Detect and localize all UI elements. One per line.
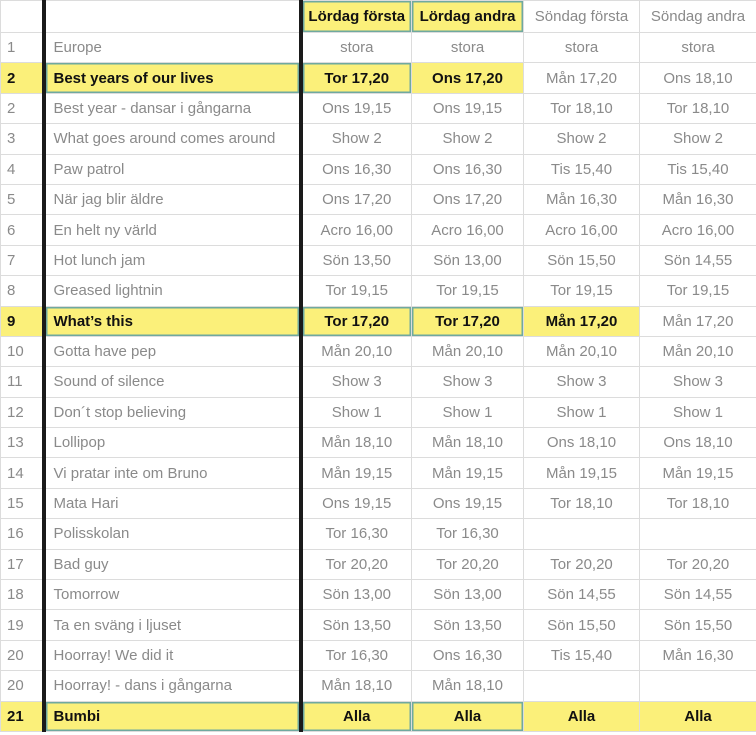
row-number-cell[interactable]: 1 xyxy=(1,33,44,63)
schedule-cell[interactable]: Tor 17,20 xyxy=(412,306,524,336)
schedule-cell[interactable]: Ons 17,20 xyxy=(412,63,524,93)
schedule-cell[interactable]: Tor 16,30 xyxy=(412,519,524,549)
schedule-cell[interactable]: stora xyxy=(412,33,524,63)
table-row xyxy=(1,184,756,214)
header-sondag-forsta[interactable]: Söndag första xyxy=(524,1,640,33)
row-number-cell[interactable]: 2 xyxy=(1,63,44,93)
header-lordag-forsta[interactable]: Lördag första xyxy=(301,1,412,33)
song-title-cell[interactable]: What’s this xyxy=(44,306,301,336)
table-row xyxy=(1,336,756,366)
song-title-cell[interactable]: Hoorray! We did it xyxy=(44,640,301,670)
table-row xyxy=(1,428,756,458)
schedule-cell[interactable]: Tor 19,15 xyxy=(412,276,524,306)
schedule-cell[interactable]: Acro 16,00 xyxy=(301,215,412,245)
row-number-cell[interactable]: 4 xyxy=(1,154,44,184)
schedule-cell[interactable]: Show 2 xyxy=(640,124,756,154)
song-title-cell[interactable]: När jag blir äldre xyxy=(44,184,301,214)
schedule-cell[interactable]: Mån 19,15 xyxy=(524,458,640,488)
schedule-cell[interactable] xyxy=(640,671,756,701)
schedule-cell[interactable]: Tor 16,30 xyxy=(301,640,412,670)
schedule-cell[interactable]: Tor 19,15 xyxy=(640,276,756,306)
song-title-cell[interactable]: Paw patrol xyxy=(44,154,301,184)
schedule-cell[interactable]: Show 3 xyxy=(524,367,640,397)
song-title-cell[interactable]: Tomorrow xyxy=(44,580,301,610)
song-title-cell[interactable]: Greased lightnin xyxy=(44,276,301,306)
schedule-cell[interactable]: stora xyxy=(301,33,412,63)
header-sondag-andra[interactable]: Söndag andra xyxy=(640,1,756,33)
table-row xyxy=(1,33,756,63)
song-title-cell[interactable]: What goes around comes around xyxy=(44,124,301,154)
schedule-cell[interactable]: Ons 17,20 xyxy=(412,184,524,214)
schedule-cell[interactable]: Show 3 xyxy=(301,367,412,397)
schedule-cell[interactable]: Ons 18,10 xyxy=(640,428,756,458)
row-number-cell[interactable]: 16 xyxy=(1,519,44,549)
schedule-cell[interactable]: Mån 20,10 xyxy=(301,336,412,366)
schedule-cell[interactable]: Tor 19,15 xyxy=(524,276,640,306)
song-title-cell[interactable]: Best years of our lives xyxy=(44,63,301,93)
schedule-cell[interactable]: Show 1 xyxy=(301,397,412,427)
row-number-cell[interactable]: 8 xyxy=(1,276,44,306)
table-row xyxy=(1,367,756,397)
row-number-cell[interactable]: 2 xyxy=(1,93,44,123)
song-title-cell[interactable]: Europe xyxy=(44,33,301,63)
row-number-cell[interactable]: 15 xyxy=(1,488,44,518)
table-row xyxy=(1,671,756,701)
row-number-cell[interactable]: 12 xyxy=(1,397,44,427)
schedule-cell[interactable]: Sön 13,00 xyxy=(412,580,524,610)
schedule-cell[interactable]: Acro 16,00 xyxy=(640,215,756,245)
schedule-cell[interactable]: Mån 18,10 xyxy=(301,671,412,701)
schedule-cell[interactable]: Mån 19,15 xyxy=(412,458,524,488)
schedule-cell[interactable]: Acro 16,00 xyxy=(412,215,524,245)
table-row xyxy=(1,245,756,275)
schedule-cell[interactable]: Mån 18,10 xyxy=(301,428,412,458)
schedule-cell[interactable]: Sön 13,50 xyxy=(301,610,412,640)
schedule-cell[interactable]: Mån 17,20 xyxy=(524,306,640,336)
table-row xyxy=(1,458,756,488)
schedule-cell[interactable]: Tor 18,10 xyxy=(640,488,756,518)
song-title-cell[interactable]: Best year - dansar i gångarna xyxy=(44,93,301,123)
schedule-cell[interactable]: Sön 15,50 xyxy=(524,245,640,275)
schedule-body xyxy=(1,33,756,732)
table-row xyxy=(1,306,756,336)
song-title-cell[interactable]: Vi pratar inte om Bruno xyxy=(44,458,301,488)
song-title-cell[interactable]: Bad guy xyxy=(44,549,301,579)
row-number-cell[interactable]: 10 xyxy=(1,336,44,366)
song-title-cell[interactable]: Mata Hari xyxy=(44,488,301,518)
row-number-cell[interactable]: 21 xyxy=(1,701,44,731)
row-number-cell[interactable]: 3 xyxy=(1,124,44,154)
row-number-cell[interactable]: 17 xyxy=(1,549,44,579)
schedule-cell[interactable]: Alla xyxy=(640,701,756,731)
song-title-cell[interactable]: Hot lunch jam xyxy=(44,245,301,275)
schedule-cell[interactable]: Tor 18,10 xyxy=(640,93,756,123)
row-number-cell[interactable]: 20 xyxy=(1,671,44,701)
schedule-cell[interactable]: Acro 16,00 xyxy=(524,215,640,245)
schedule-cell[interactable]: Mån 20,10 xyxy=(640,336,756,366)
table-row xyxy=(1,519,756,549)
song-title-cell[interactable]: Lollipop xyxy=(44,428,301,458)
schedule-cell[interactable]: Show 1 xyxy=(524,397,640,427)
schedule-cell[interactable]: Mån 17,20 xyxy=(640,306,756,336)
schedule-cell[interactable]: Tor 18,10 xyxy=(524,488,640,518)
header-song-cell[interactable] xyxy=(44,1,301,33)
schedule-cell[interactable] xyxy=(524,671,640,701)
schedule-cell[interactable]: Show 2 xyxy=(301,124,412,154)
schedule-cell[interactable]: Sön 13,50 xyxy=(301,245,412,275)
schedule-cell[interactable]: Tor 20,20 xyxy=(301,549,412,579)
schedule-cell[interactable]: Mån 18,10 xyxy=(412,671,524,701)
schedule-cell[interactable]: stora xyxy=(524,33,640,63)
schedule-cell[interactable]: Mån 19,15 xyxy=(301,458,412,488)
schedule-cell[interactable]: Show 2 xyxy=(412,124,524,154)
song-title-cell[interactable]: Sound of silence xyxy=(44,367,301,397)
schedule-cell[interactable]: Ons 16,30 xyxy=(301,154,412,184)
schedule-cell[interactable]: Tor 18,10 xyxy=(524,93,640,123)
schedule-cell[interactable]: Mån 18,10 xyxy=(412,428,524,458)
schedule-cell[interactable]: Mån 17,20 xyxy=(524,63,640,93)
schedule-cell[interactable]: Sön 13,00 xyxy=(301,580,412,610)
row-number-cell[interactable]: 11 xyxy=(1,367,44,397)
table-row xyxy=(1,215,756,245)
schedule-cell[interactable]: Sön 15,50 xyxy=(640,610,756,640)
schedule-cell[interactable]: Tor 20,20 xyxy=(640,549,756,579)
schedule-cell[interactable] xyxy=(524,519,640,549)
song-title-cell[interactable]: Gotta have pep xyxy=(44,336,301,366)
schedule-cell[interactable]: Alla xyxy=(412,701,524,731)
table-row xyxy=(1,580,756,610)
row-number-cell[interactable]: 20 xyxy=(1,640,44,670)
schedule-cell[interactable]: Tor 17,20 xyxy=(301,63,412,93)
schedule-cell[interactable]: Show 2 xyxy=(524,124,640,154)
schedule-cell[interactable]: Tor 17,20 xyxy=(301,306,412,336)
schedule-cell[interactable]: Mån 16,30 xyxy=(640,184,756,214)
table-row xyxy=(1,640,756,670)
table-row xyxy=(1,488,756,518)
row-number-cell[interactable]: 19 xyxy=(1,610,44,640)
schedule-cell[interactable]: Mån 16,30 xyxy=(640,640,756,670)
table-row xyxy=(1,154,756,184)
schedule-cell[interactable]: stora xyxy=(640,33,756,63)
header-lordag-andra[interactable]: Lördag andra xyxy=(412,1,524,33)
schedule-cell[interactable]: Ons 16,30 xyxy=(412,640,524,670)
schedule-cell[interactable]: Ons 18,10 xyxy=(524,428,640,458)
row-number-cell[interactable]: 18 xyxy=(1,580,44,610)
table-row xyxy=(1,276,756,306)
schedule-cell[interactable]: Sön 13,50 xyxy=(412,610,524,640)
schedule-cell[interactable]: Sön 14,55 xyxy=(640,580,756,610)
row-number-cell[interactable]: 5 xyxy=(1,184,44,214)
schedule-cell[interactable]: Ons 19,15 xyxy=(301,488,412,518)
row-number-cell[interactable]: 9 xyxy=(1,306,44,336)
header-corner-cell[interactable] xyxy=(1,1,44,33)
header-row xyxy=(1,1,756,33)
table-row xyxy=(1,93,756,123)
row-number-cell[interactable]: 7 xyxy=(1,245,44,275)
song-title-cell[interactable]: Bumbi xyxy=(44,701,301,731)
schedule-cell[interactable]: Ons 17,20 xyxy=(301,184,412,214)
schedule-cell[interactable]: Ons 19,15 xyxy=(412,93,524,123)
table-row xyxy=(1,549,756,579)
table-row xyxy=(1,701,756,731)
schedule-cell[interactable]: Show 3 xyxy=(412,367,524,397)
schedule-cell[interactable]: Alla xyxy=(524,701,640,731)
schedule-cell[interactable]: Alla xyxy=(301,701,412,731)
schedule-cell[interactable]: Tor 19,15 xyxy=(301,276,412,306)
song-title-cell[interactable]: Ta en sväng i ljuset xyxy=(44,610,301,640)
row-number-cell[interactable]: 6 xyxy=(1,215,44,245)
schedule-cell[interactable]: Tor 16,30 xyxy=(301,519,412,549)
song-title-cell[interactable]: Don´t stop believing xyxy=(44,397,301,427)
schedule-cell[interactable] xyxy=(640,519,756,549)
schedule-cell[interactable]: Sön 14,55 xyxy=(640,245,756,275)
table-row xyxy=(1,124,756,154)
schedule-cell[interactable]: Ons 18,10 xyxy=(640,63,756,93)
schedule-cell[interactable]: Sön 13,00 xyxy=(412,245,524,275)
schedule-cell[interactable]: Tis 15,40 xyxy=(524,154,640,184)
song-title-cell[interactable]: Hoorray! - dans i gångarna xyxy=(44,671,301,701)
schedule-cell[interactable]: Show 3 xyxy=(640,367,756,397)
schedule-cell[interactable]: Tis 15,40 xyxy=(640,154,756,184)
row-number-cell[interactable]: 13 xyxy=(1,428,44,458)
schedule-cell[interactable]: Ons 19,15 xyxy=(301,93,412,123)
schedule-cell[interactable]: Mån 20,10 xyxy=(524,336,640,366)
schedule-cell[interactable]: Sön 14,55 xyxy=(524,580,640,610)
schedule-cell[interactable]: Ons 16,30 xyxy=(412,154,524,184)
schedule-cell[interactable]: Mån 19,15 xyxy=(640,458,756,488)
schedule-cell[interactable]: Tor 20,20 xyxy=(524,549,640,579)
schedule-cell[interactable]: Mån 20,10 xyxy=(412,336,524,366)
schedule-cell[interactable]: Mån 16,30 xyxy=(524,184,640,214)
table-row xyxy=(1,63,756,93)
song-title-cell[interactable]: Polisskolan xyxy=(44,519,301,549)
song-title-cell[interactable]: En helt ny värld xyxy=(44,215,301,245)
schedule-cell[interactable]: Tor 20,20 xyxy=(412,549,524,579)
schedule-cell[interactable]: Ons 19,15 xyxy=(412,488,524,518)
schedule-cell[interactable]: Sön 15,50 xyxy=(524,610,640,640)
table-row xyxy=(1,397,756,427)
row-number-cell[interactable]: 14 xyxy=(1,458,44,488)
schedule-cell[interactable]: Show 1 xyxy=(412,397,524,427)
schedule-cell[interactable]: Tis 15,40 xyxy=(524,640,640,670)
schedule-cell[interactable]: Show 1 xyxy=(640,397,756,427)
table-row xyxy=(1,610,756,640)
